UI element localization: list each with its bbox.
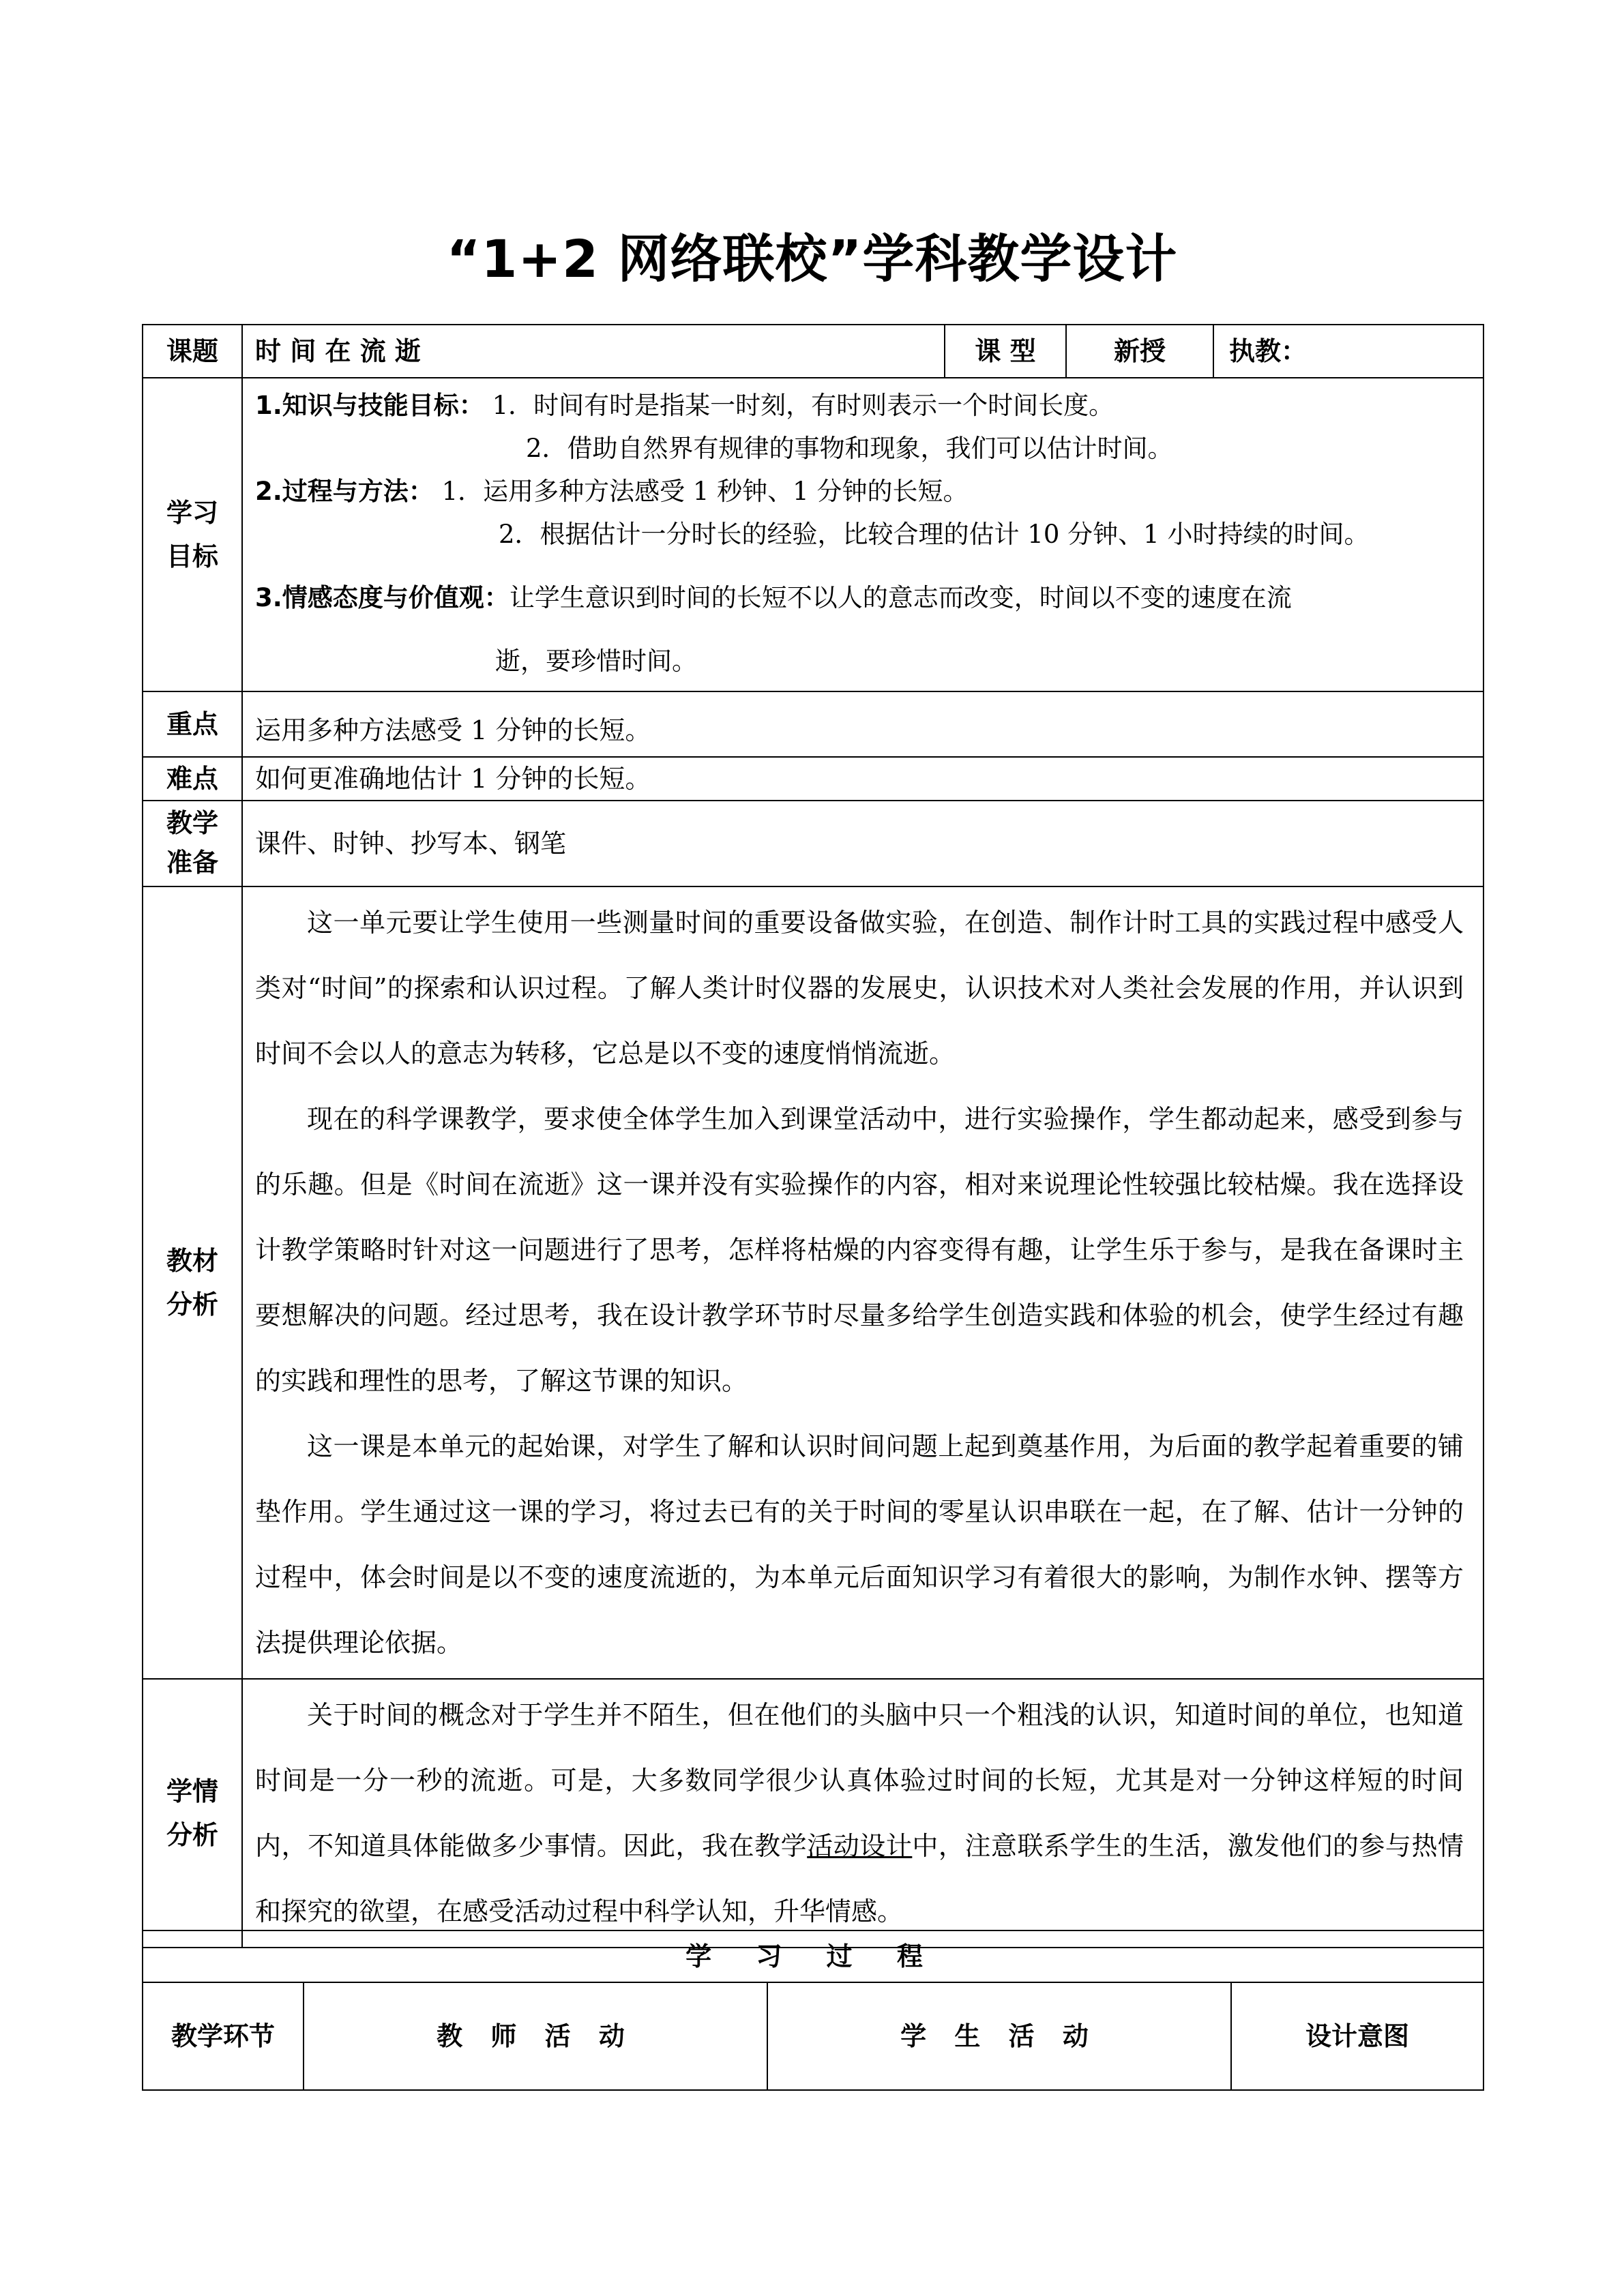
student-analysis-content [242,1679,1483,1948]
objective-head: 2.过程与方法： [255,477,434,506]
activity-design-term: 活动设计 [807,1831,913,1861]
topic-row [143,325,1483,378]
textbook-analysis-content [242,886,1483,1679]
objective-text: 2．根据估计一分时长的经验，比较合理的估计 10 分钟、1 小时持续的时间。 [499,520,1370,549]
column-student-activity: 学 生 活 动 [767,1982,1231,2090]
objective-text: 让学生意识到时间的长短不以人的意志而改变，时间以不变的速度在流 [509,583,1292,612]
objective-text: 1．时间有时是指某一时刻，有时则表示一个时间长度。 [484,391,1114,420]
objective-line [255,384,1471,427]
student-analysis-label-text: 学情分析 [166,1776,218,1850]
topic-label: 课题 [143,325,242,378]
objective-text: 1．运用多种方法感受 1 秒钟、1 分钟的长短。 [433,477,969,506]
process-header: 学 习 过 程 [143,1930,1483,1982]
objective-line [255,640,1471,683]
process-columns-row [143,1982,1483,2090]
page-title: “1+2 网络联校”学科教学设计 [446,228,1178,289]
objective-line [255,470,1471,513]
student-analysis-row [143,1679,1483,1948]
objective-line [255,576,1471,619]
lesson-type-value: 新授 [1066,325,1213,378]
column-teaching-stage: 教学环节 [143,1982,304,2090]
column-teacher-activity: 教 师 活 动 [304,1982,767,2090]
difficulty-value: 如何更准确地估计 1 分钟的长短。 [242,757,1483,801]
key-point-row [143,691,1483,757]
objectives-label [143,378,242,691]
analysis-paragraph: 这一课是本单元的起始课，对学生了解和认识时间问题上起到奠基作用，为后面的教学起着重要的铺垫作用。学生通过这一课的学习，将过去已有的关于时间的零星认识串联在一起，在了解、估计一分钟的过程中，体会时间是以不变的速度流逝的，为本单元后面知识学习有着很大的影响，为制作水钟、摆等方法提供理论依据。 [255,1431,1464,1658]
learning-process-table [142,1930,1484,2091]
analysis-paragraph: 这一单元要让学生使用一些测量时间的重要设备做实验，在创造、制作计时工具的实践过程中感受人类对“时间”的探索和认识过程。了解人类计时仪器的发展史，认识技术对人类社会发展的作用，并认识到时间不会以人的意志为转移，它总是以不变的速度悄悄流逝。 [255,908,1464,1069]
textbook-analysis-label-text: 教材分析 [166,1246,218,1320]
column-design-intent: 设计意图 [1231,1982,1483,2090]
textbook-analysis-label [143,886,242,1679]
difficulty-label: 难点 [143,757,242,801]
objective-text: 2．借助自然界有规律的事物和现象，我们可以估计时间。 [526,434,1173,463]
preparation-row [143,801,1483,886]
objective-line [255,427,1471,470]
preparation-value: 课件、时钟、抄写本、钢笔 [242,801,1483,886]
objective-line [255,513,1471,556]
objective-text: 逝，要珍惜时间。 [495,646,697,676]
analysis-paragraph: 现在的科学课教学，要求使全体学生加入到课堂活动中，进行实验操作，学生都动起来，感受到参与的乐趣。但是《时间在流逝》这一课并没有实验操作的内容，相对来说理论性较强比较枯燥。我在选择设计教学策略时针对这一问题进行了思考，怎样将枯燥的内容变得有趣，让学生乐于参与，是我在备课时主要想解决的问题。经过思考，我在设计教学环节时尽量多给学生创造实践和体验的机会，使学生经过有趣的实践和理性的思考，了解这节课的知识。 [255,1104,1464,1396]
difficulty-row [143,757,1483,801]
preparation-label [143,801,242,886]
preparation-label-text: 教学准备 [166,808,218,878]
objective-head: 3.情感态度与价值观： [255,583,510,612]
topic-value: 时 间 在 流 逝 [242,325,945,378]
key-point-value: 运用多种方法感受 1 分钟的长短。 [242,691,1483,757]
teacher-label: 执教： [1213,325,1483,378]
student-analysis-text: 关于时间的概念对于学生并不陌生，但在他们的头脑中只一个粗浅的认识，知道时间的单位，也知道时间是一分一秒的流逝。可是，大多数同学很少认真体验过时间的长短，尤其是对一分钟这样短的时间内，不知道具体能做多少事情。因此，我在教学 [255,1700,1464,1861]
student-analysis-paragraph [255,1682,1464,1944]
objectives-label-text: 学习目标 [166,498,218,571]
objectives-row [143,378,1483,691]
lesson-type-label: 课 型 [945,325,1066,378]
lesson-info-table [142,324,1484,1948]
textbook-analysis-row [143,886,1483,1679]
student-analysis-text: 中，注意联系学生的生活，激发他们的参与热情和探究的欲望，在感受活动过程中科学认知，升华情感。 [255,1831,1464,1926]
student-analysis-label [143,1679,242,1948]
key-point-label: 重点 [143,691,242,757]
process-header-row [143,1930,1483,1982]
objectives-content [242,378,1483,691]
objective-head: 1.知识与技能目标： [255,391,484,420]
